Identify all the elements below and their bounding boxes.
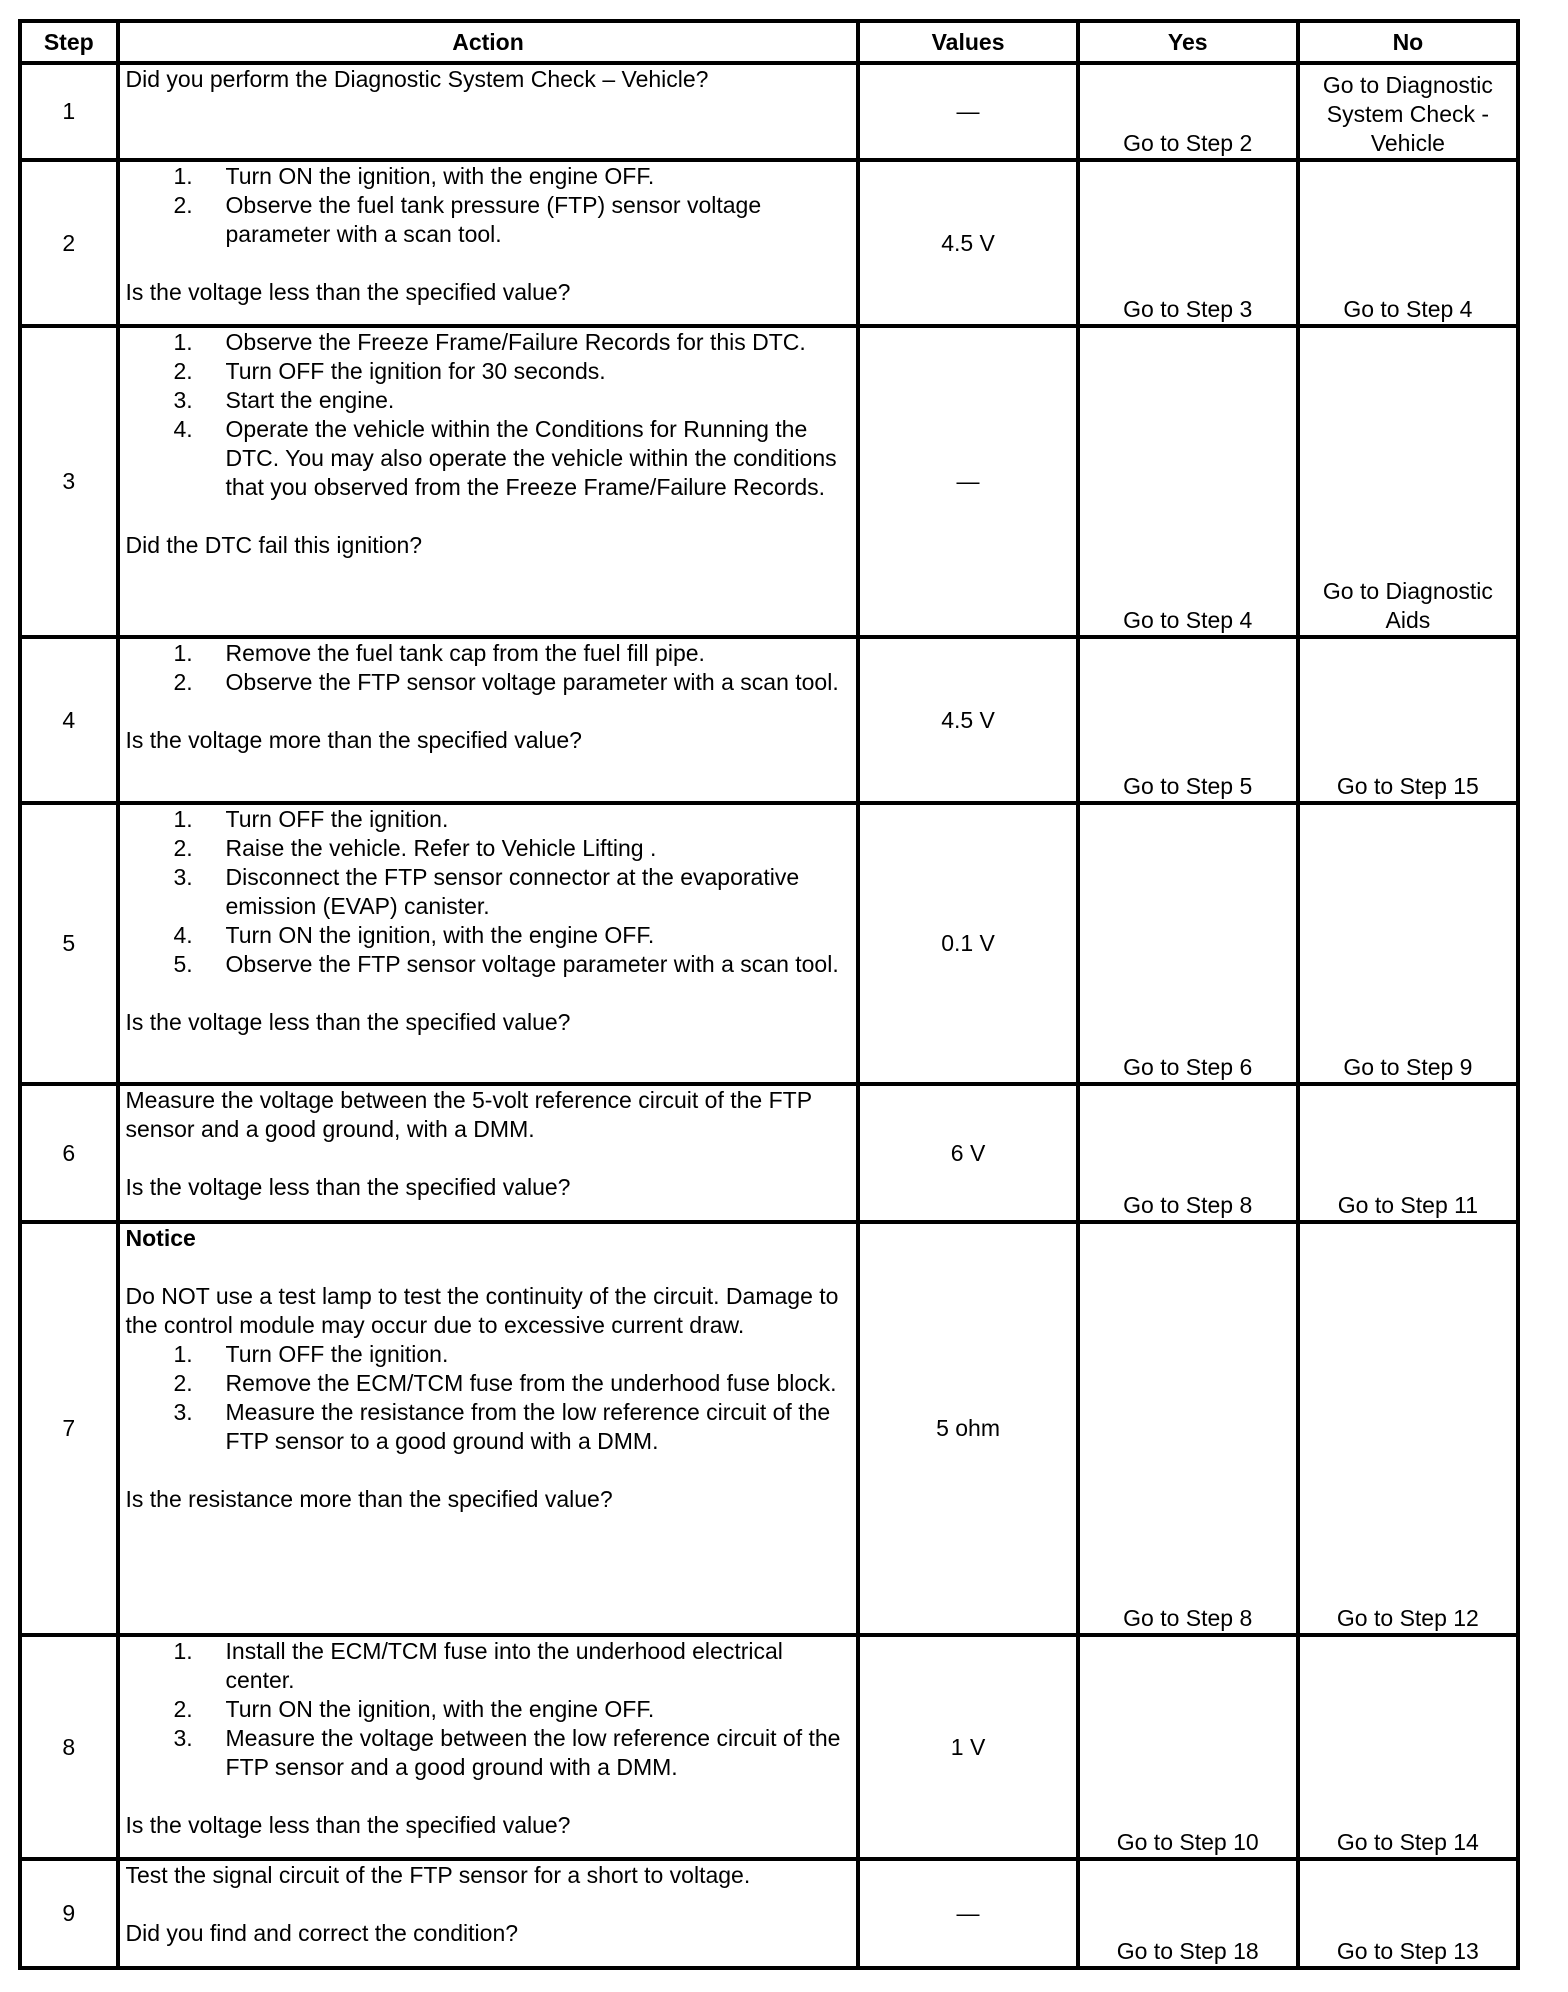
procedure-item: 1. Observe the Freeze Frame/Failure Records for this DTC. — [173, 329, 806, 355]
no-cell: Go to Step 12 — [1298, 1222, 1518, 1635]
notice-text: Do NOT use a test lamp to test the continuity of the circuit. Damage to the control module may occur due to excessive current draw. — [125, 1283, 839, 1338]
procedure-list — [126, 1637, 851, 1782]
procedure-item: 1. Turn OFF the ignition. — [173, 806, 449, 832]
procedure-item: 1. Turn ON the ignition, with the engine OFF. — [173, 163, 655, 189]
action-cell — [118, 803, 859, 1084]
header-values: Values — [858, 21, 1077, 63]
header-step: Step — [20, 21, 118, 63]
yes-cell: Go to Step 18 — [1078, 1859, 1298, 1968]
no-cell: Go to Step 9 — [1298, 803, 1518, 1084]
table-header-row — [20, 21, 1518, 63]
no-cell: Go to Diagnostic System Check - Vehicle — [1298, 63, 1518, 160]
procedure-list — [126, 1340, 851, 1456]
no-cell: Go to Step 13 — [1298, 1859, 1518, 1968]
procedure-list — [126, 805, 851, 979]
yes-cell: Go to Step 8 — [1078, 1084, 1298, 1222]
value-cell: 1 V — [858, 1635, 1077, 1859]
diagnostic-table — [18, 19, 1520, 1970]
header-no: No — [1298, 21, 1518, 63]
yes-cell: Go to Step 5 — [1078, 637, 1298, 803]
procedure-item: 2. Raise the vehicle. Refer to Vehicle Lifting . — [173, 835, 657, 861]
table-row — [20, 637, 1518, 803]
step-number: 9 — [20, 1859, 118, 1968]
header-action: Action — [118, 21, 859, 63]
yes-cell: Go to Step 4 — [1078, 326, 1298, 637]
step-number: 2 — [20, 160, 118, 326]
table-row — [20, 1222, 1518, 1635]
value-cell: — — [858, 1859, 1077, 1968]
step-number: 3 — [20, 326, 118, 637]
value-cell: — — [858, 63, 1077, 160]
table-row — [20, 160, 1518, 326]
procedure-list — [126, 328, 851, 502]
header-yes: Yes — [1078, 21, 1298, 63]
procedure-list — [126, 162, 851, 249]
procedure-item: 4. Operate the vehicle within the Conditions for Running the DTC. You may also operate the vehicle within the conditions that you observed from the Freeze Frame/Failure Records. — [173, 416, 837, 500]
value-cell: — — [858, 326, 1077, 637]
action-question: Is the voltage less than the specified value? — [125, 1009, 571, 1035]
action-cell — [118, 1859, 859, 1968]
procedure-item: 1. Turn OFF the ignition. — [173, 1341, 449, 1367]
yes-cell: Go to Step 10 — [1078, 1635, 1298, 1859]
procedure-item: 2. Remove the ECM/TCM fuse from the underhood fuse block. — [173, 1370, 837, 1396]
table-row — [20, 326, 1518, 637]
table-row — [20, 63, 1518, 160]
procedure-item: 2. Turn ON the ignition, with the engine OFF. — [173, 1696, 655, 1722]
action-cell — [118, 63, 859, 160]
no-cell: Go to Step 15 — [1298, 637, 1518, 803]
procedure-item: 1. Remove the fuel tank cap from the fuel fill pipe. — [173, 640, 705, 666]
procedure-item: 2. Observe the FTP sensor voltage parameter with a scan tool. — [173, 669, 839, 695]
value-cell: 0.1 V — [858, 803, 1077, 1084]
procedure-item: 3. Disconnect the FTP sensor connector at the evaporative emission (EVAP) canister. — [173, 864, 800, 919]
value-cell: 4.5 V — [858, 160, 1077, 326]
no-cell: Go to Step 14 — [1298, 1635, 1518, 1859]
table-row — [20, 803, 1518, 1084]
procedure-item: 2. Turn OFF the ignition for 30 seconds. — [173, 358, 606, 384]
procedure-item: 3. Start the engine. — [173, 387, 395, 413]
action-intro: Test the signal circuit of the FTP sensor for a short to voltage. — [125, 1862, 751, 1888]
no-cell: Go to Diagnostic Aids — [1298, 326, 1518, 637]
table-row — [20, 1859, 1518, 1968]
step-number: 4 — [20, 637, 118, 803]
action-question: Is the voltage more than the specified value? — [125, 727, 582, 753]
action-question: Is the voltage less than the specified value? — [125, 279, 571, 305]
value-cell: 4.5 V — [858, 637, 1077, 803]
yes-cell: Go to Step 3 — [1078, 160, 1298, 326]
action-intro: Measure the voltage between the 5-volt reference circuit of the FTP sensor and a good ground, with a DMM. — [125, 1087, 812, 1142]
table-row — [20, 1084, 1518, 1222]
procedure-item: 3. Measure the resistance from the low reference circuit of the FTP sensor to a good ground with a DMM. — [173, 1399, 831, 1454]
procedure-item: 5. Observe the FTP sensor voltage parameter with a scan tool. — [173, 951, 839, 977]
procedure-item: 2. Observe the fuel tank pressure (FTP) sensor voltage parameter with a scan tool. — [173, 192, 762, 247]
step-number: 5 — [20, 803, 118, 1084]
no-cell: Go to Step 4 — [1298, 160, 1518, 326]
no-cell: Go to Step 11 — [1298, 1084, 1518, 1222]
action-question: Did you find and correct the condition? — [125, 1920, 519, 1946]
step-number: 7 — [20, 1222, 118, 1635]
procedure-list — [126, 639, 851, 697]
yes-cell: Go to Step 6 — [1078, 803, 1298, 1084]
action-cell — [118, 160, 859, 326]
yes-cell: Go to Step 8 — [1078, 1222, 1298, 1635]
action-question: Did the DTC fail this ignition? — [125, 532, 423, 558]
step-number: 8 — [20, 1635, 118, 1859]
value-cell: 5 ohm — [858, 1222, 1077, 1635]
action-question: Is the voltage less than the specified value? — [125, 1174, 571, 1200]
action-cell — [118, 637, 859, 803]
step-number: 6 — [20, 1084, 118, 1222]
step-number: 1 — [20, 63, 118, 160]
notice-title: Notice — [125, 1225, 196, 1251]
procedure-item: 3. Measure the voltage between the low reference circuit of the FTP sensor and a good ground with a DMM. — [173, 1725, 841, 1780]
value-cell: 6 V — [858, 1084, 1077, 1222]
action-cell — [118, 1222, 859, 1635]
procedure-item: 4. Turn ON the ignition, with the engine OFF. — [173, 922, 655, 948]
action-question: Is the resistance more than the specified value? — [125, 1486, 613, 1512]
table-row — [20, 1635, 1518, 1859]
action-question: Is the voltage less than the specified value? — [125, 1812, 571, 1838]
action-intro: Did you perform the Diagnostic System Check – Vehicle? — [125, 66, 709, 92]
action-cell — [118, 1635, 859, 1859]
action-cell — [118, 326, 859, 637]
yes-cell: Go to Step 2 — [1078, 63, 1298, 160]
procedure-item: 1. Install the ECM/TCM fuse into the underhood electrical center. — [173, 1638, 783, 1693]
action-cell — [118, 1084, 859, 1222]
